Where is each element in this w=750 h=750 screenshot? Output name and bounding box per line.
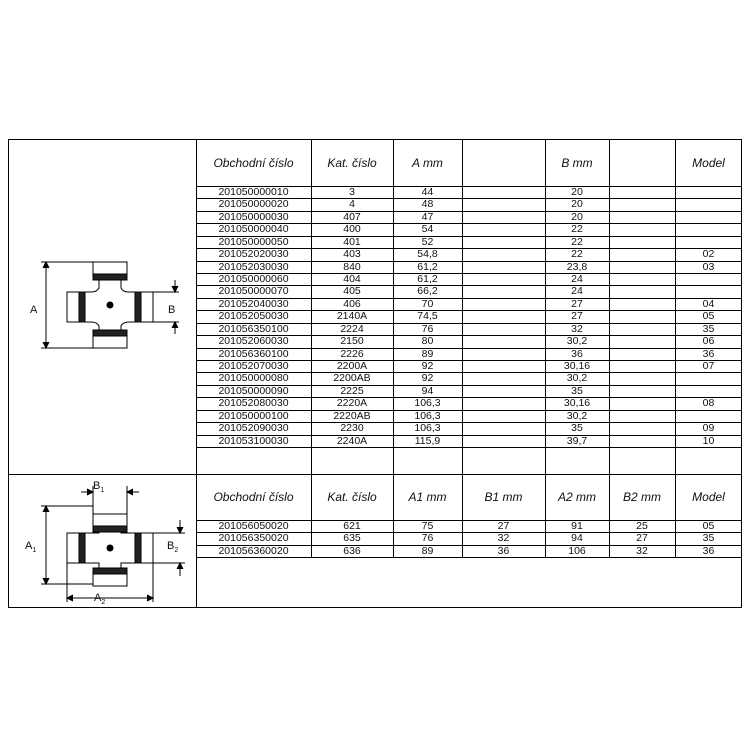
table-cell: 201050000030 — [218, 210, 289, 223]
column-header: Kat. číslo — [327, 156, 377, 170]
table-cell: 02 — [702, 248, 715, 261]
table-cell: 27 — [497, 520, 510, 532]
table-cell: 106,3 — [414, 397, 441, 410]
table-cell: 201056350100 — [218, 322, 289, 335]
diagram2-label-a2: $A_2$ — [94, 592, 106, 607]
table-cell: 76 — [421, 322, 434, 335]
row-divider — [196, 447, 742, 448]
column-header: Model — [692, 490, 725, 504]
table-cell: 2226 — [340, 347, 364, 360]
table-cell: 36 — [702, 347, 715, 360]
table-cell: 22 — [571, 235, 583, 248]
table-cell: 61,2 — [417, 260, 438, 273]
table-cell: 201050000010 — [218, 186, 289, 198]
table-cell: 201050000090 — [218, 384, 289, 397]
table-cell: 201050000100 — [218, 409, 289, 422]
table-cell: 2224 — [340, 322, 364, 335]
table-cell: 09 — [702, 422, 715, 435]
table-cell: 36 — [702, 544, 715, 557]
table-cell: 44 — [421, 186, 434, 198]
table-cell: 406 — [343, 297, 361, 310]
table-cell: 23,8 — [566, 260, 588, 273]
table-cell: 74,5 — [417, 310, 438, 323]
table-cell: 76 — [421, 532, 434, 545]
table-cell: 47 — [421, 210, 434, 223]
table-cell: 30,16 — [563, 360, 591, 373]
table-cell: 405 — [343, 285, 361, 298]
table-cell: 06 — [702, 335, 715, 348]
table-cell: 27 — [571, 310, 583, 323]
table-cell: 2220AB — [333, 409, 371, 422]
diagram2-label-a1: $A_1$ — [25, 540, 37, 555]
table-cell: 30,16 — [563, 397, 591, 410]
column-header: A mm — [412, 156, 443, 170]
row-divider — [196, 557, 742, 558]
table-cell: 36 — [571, 347, 583, 360]
table-cell: 92 — [421, 360, 434, 373]
table-cell: 201052070030 — [218, 360, 289, 373]
table-cell: 106,3 — [414, 409, 441, 422]
table-cell: 403 — [343, 248, 361, 261]
table-cell: 201050000020 — [218, 198, 289, 211]
table-cell: 2230 — [340, 422, 364, 435]
table-cell: 54,8 — [417, 248, 438, 261]
table-cell: 08 — [702, 397, 715, 410]
table-cell: 404 — [343, 273, 361, 285]
table-cell: 201050000050 — [218, 235, 289, 248]
table-cell: 2240A — [336, 434, 368, 447]
table-cell: 35 — [702, 322, 715, 335]
table-cell: 636 — [343, 544, 361, 557]
column-header: A1 mm — [408, 490, 447, 504]
table-cell: 24 — [571, 273, 583, 285]
table-cell: 2220A — [336, 397, 368, 410]
table-cell: 35 — [571, 422, 583, 435]
table-cell: 201053100030 — [218, 434, 289, 447]
table-cell: 106 — [568, 544, 586, 557]
column-header: Model — [692, 156, 725, 170]
table-cell: 32 — [571, 322, 583, 335]
table-cell: 10 — [702, 434, 715, 447]
diagram1-label-b: B — [168, 304, 176, 316]
table-cell: 201052030030 — [218, 260, 289, 273]
column-header: B2 mm — [622, 490, 661, 504]
table-cell: 66,2 — [417, 285, 438, 298]
table-cell: 201050000060 — [218, 273, 289, 285]
table-cell: 32 — [636, 544, 648, 557]
table-cell: 89 — [421, 347, 434, 360]
table-cell: 201050000070 — [218, 285, 289, 298]
table-cell: 201052020030 — [218, 248, 289, 261]
table-cell: 20 — [571, 186, 583, 198]
table-cell: 30,2 — [566, 335, 588, 348]
table-cell: 54 — [421, 223, 434, 236]
table-cell: 2200AB — [333, 372, 371, 385]
section-divider — [9, 474, 742, 475]
table-cell: 401 — [343, 235, 361, 248]
table-cell: 201052050030 — [218, 310, 289, 323]
table-cell: 39,7 — [566, 434, 588, 447]
table-cell: 621 — [343, 520, 361, 532]
table-cell: 2200A — [336, 360, 368, 373]
column-header: A2 mm — [557, 490, 596, 504]
table-cell: 25 — [636, 520, 648, 532]
table-cell: 52 — [421, 235, 434, 248]
table-cell: 201052080030 — [218, 397, 289, 410]
table-cell: 94 — [421, 384, 434, 397]
table-cell: 70 — [421, 297, 434, 310]
table-cell: 92 — [421, 372, 434, 385]
table-cell: 32 — [497, 532, 510, 545]
table-cell: 2225 — [340, 384, 364, 397]
table-cell: 24 — [571, 285, 583, 298]
table-cell: 840 — [343, 260, 361, 273]
column-header: Kat. číslo — [327, 490, 377, 504]
table-cell: 35 — [571, 384, 583, 397]
table-cell: 05 — [702, 520, 715, 532]
table-cell: 20 — [571, 198, 583, 211]
table-cell: 201056350020 — [218, 532, 289, 545]
table-cell: 61,2 — [417, 273, 438, 285]
table-cell: 201056050020 — [218, 520, 289, 532]
table-cell: 36 — [497, 544, 510, 557]
table-cell: 201056360020 — [218, 544, 289, 557]
table-cell: 80 — [421, 335, 434, 348]
table-cell: 27 — [571, 297, 583, 310]
table-cell: 04 — [702, 297, 715, 310]
table-cell: 94 — [571, 532, 583, 545]
table-cell: 3 — [349, 186, 355, 198]
table-cell: 2150 — [340, 335, 364, 348]
column-divider — [609, 140, 610, 474]
table-cell: 201052060030 — [218, 335, 289, 348]
table-cell: 89 — [421, 544, 434, 557]
table-cell: 22 — [571, 223, 583, 236]
table-cell: 35 — [702, 532, 715, 545]
table-cell: 48 — [421, 198, 434, 211]
column-header: B mm — [561, 156, 593, 170]
table-cell: 407 — [343, 210, 361, 223]
universal-joint-diagram-1 — [19, 250, 189, 360]
table-cell: 03 — [702, 260, 715, 273]
table-cell: 400 — [343, 223, 361, 236]
table-cell: 91 — [571, 520, 583, 532]
table-cell: 201050000040 — [218, 223, 289, 236]
table-cell: 201052090030 — [218, 422, 289, 435]
column-header: Obchodní číslo — [213, 490, 294, 504]
spec-sheet — [8, 139, 742, 608]
table-cell: 20 — [571, 210, 583, 223]
table-cell: 07 — [702, 360, 715, 373]
table-cell: 27 — [636, 532, 648, 545]
column-divider — [462, 140, 463, 474]
table-cell: 30,2 — [566, 409, 588, 422]
table-cell: 106,3 — [414, 422, 441, 435]
table-cell: 75 — [421, 520, 434, 532]
table-cell: 05 — [702, 310, 715, 323]
table-cell: 201050000080 — [218, 372, 289, 385]
column-header: Obchodní číslo — [213, 156, 294, 170]
column-header: B1 mm — [484, 490, 523, 504]
table-cell: 30,2 — [566, 372, 588, 385]
table-cell: 201052040030 — [218, 297, 289, 310]
diagram1-label-a: A — [30, 304, 38, 316]
table-cell: 2140A — [336, 310, 368, 323]
table-cell: 4 — [349, 198, 355, 211]
diagram2-label-b1: $B_1$ — [93, 480, 105, 495]
table-cell: 22 — [571, 248, 583, 261]
diagram2-label-b2: $B_2$ — [167, 540, 179, 555]
table-cell: 115,9 — [414, 434, 441, 447]
table-cell: 201056360100 — [218, 347, 289, 360]
table-cell: 635 — [343, 532, 361, 545]
